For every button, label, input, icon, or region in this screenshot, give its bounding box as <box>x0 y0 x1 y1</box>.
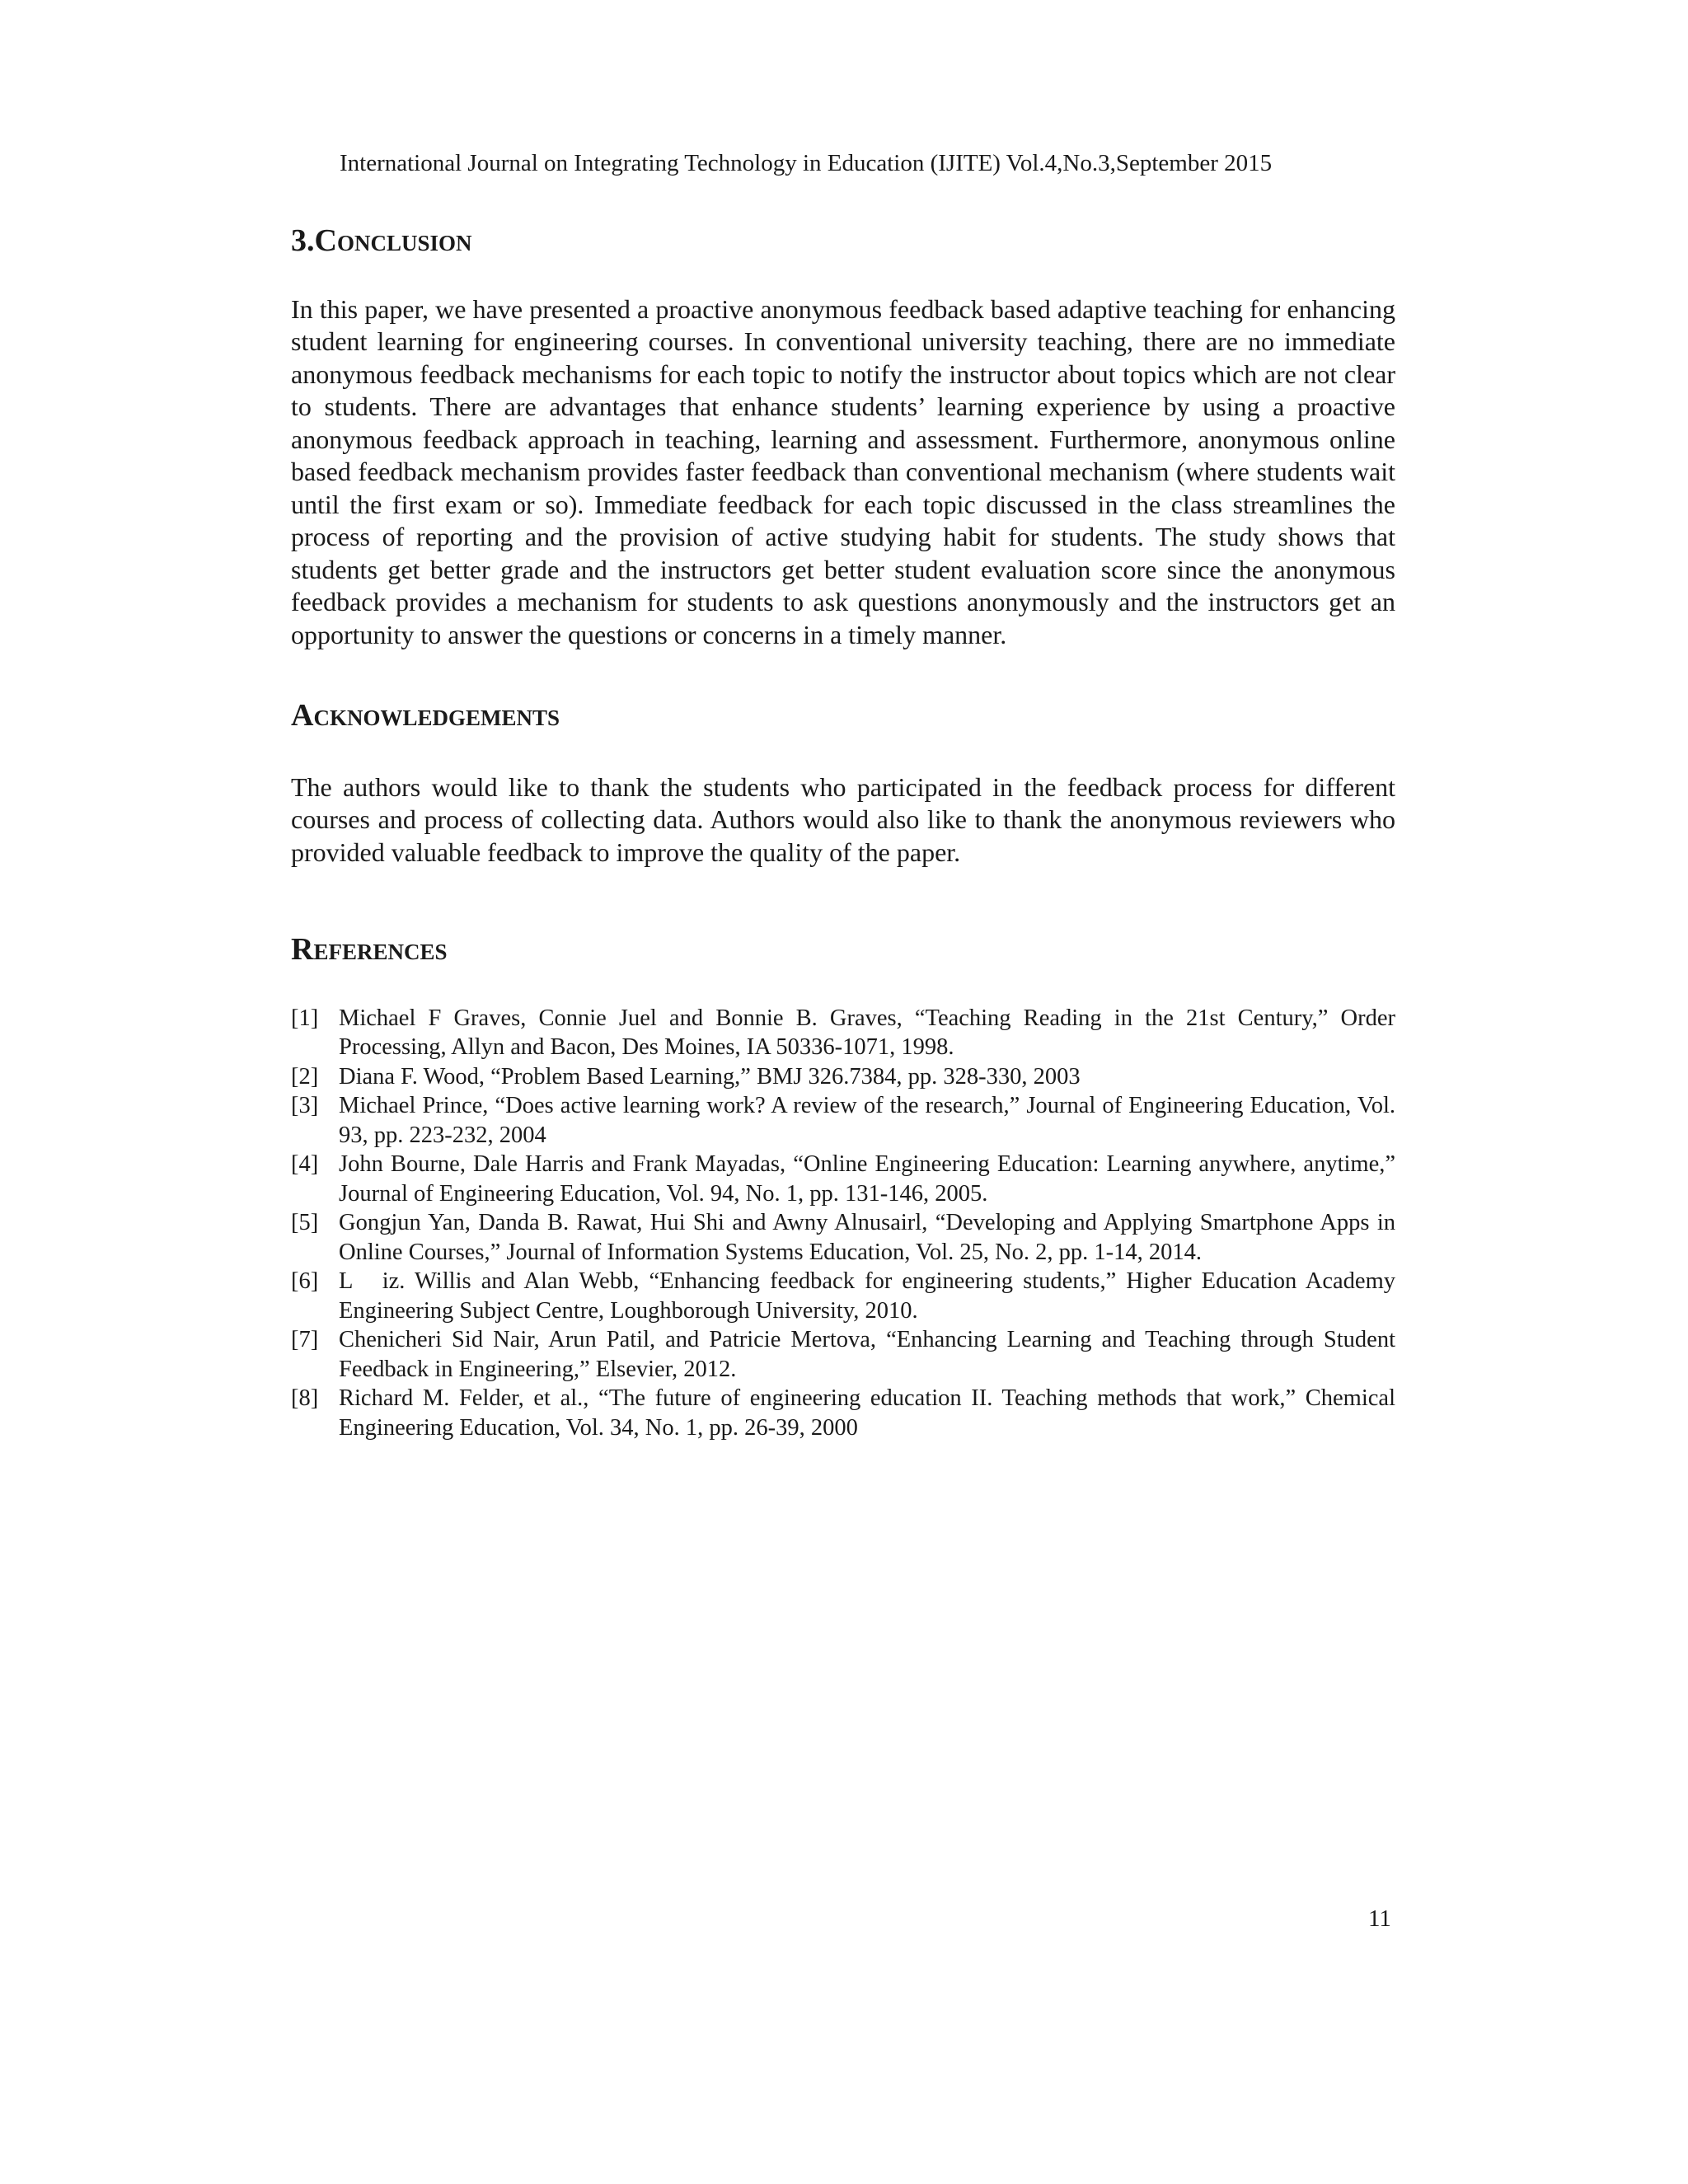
reference-item <box>291 1384 1395 1442</box>
reference-text: Michael Prince, “Does active learning work? A review of the research,” Journal of Engineering Education, Vol. 93, pp. 223-232, 2004 <box>339 1093 1395 1148</box>
page-body <box>291 223 1402 1442</box>
acknowledgements-heading <box>291 697 1395 735</box>
conclusion-paragraph: In this paper, we have presented a proactive anonymous feedback based adaptive teaching for enhancing student learning for engineering courses. In conventional university teaching, there are no immediate anonymous feedback mechanisms for each topic to notify the instructor about topics which are not clear to students. There are advantages that enhance students’ learning experience by using a proactive anonymous feedback approach in teaching, learning and assessment. Furthermore, anonymous online based feedback mechanism provides faster feedback than conventional mechanism (where students wait until the first exam or so). Immediate feedback for each topic discussed in the class streamlines the process of reporting and the provision of active studying habit for students. The study shows that students get better grade and the instructors get better student evaluation score since the anonymous feedback provides a mechanism for students to ask questions anonymously and the instructors get an opportunity to answer the questions or concerns in a timely manner. <box>291 293 1395 649</box>
reference-text: John Bourne, Dale Harris and Frank Mayadas, “Online Engineering Education: Learning anywhere, anytime,” Journal of Engineering Education, Vol. 94, No. 1, pp. 131-146, 2005. <box>339 1151 1395 1207</box>
reference-text: Chenicheri Sid Nair, Arun Patil, and Patricie Mertova, “Enhancing Learning and Teaching through Student Feedback in Engineering,” Elsevier, 2012. <box>339 1327 1395 1382</box>
reference-number: [4] <box>291 1151 319 1178</box>
acknowledgements-title: Acknowledgements <box>291 698 560 733</box>
references-title: References <box>291 932 448 968</box>
reference-item <box>291 1062 1395 1092</box>
section-number: 3. <box>291 223 315 258</box>
reference-number: [8] <box>291 1385 319 1412</box>
reference-text: Diana F. Wood, “Problem Based Learning,” BMJ 326.7384, pp. 328-330, 2003 <box>339 1063 1081 1090</box>
reference-item <box>291 1004 1395 1062</box>
reference-number: [2] <box>291 1063 319 1090</box>
reference-number: [3] <box>291 1093 319 1119</box>
reference-text: Richard M. Felder, et al., “The future of engineering education II. Teaching methods that work,” Chemical Engineering Education, Vol. 34, No. 1, pp. 26-39, 2000 <box>339 1385 1395 1441</box>
reference-item <box>291 1150 1395 1208</box>
reference-list <box>291 1004 1402 1443</box>
reference-item <box>291 1208 1395 1267</box>
reference-number: [5] <box>291 1210 319 1236</box>
reference-number: [6] <box>291 1268 319 1295</box>
reference-item <box>291 1091 1395 1150</box>
conclusion-title: Conclusion <box>314 223 472 258</box>
running-header: International Journal on Integrating Technology in Education (IJITE) Vol.4,No.3,September 2015 <box>340 150 1273 176</box>
reference-item <box>291 1325 1395 1384</box>
reference-number: [1] <box>291 1005 319 1031</box>
reference-number: [7] <box>291 1327 319 1353</box>
page-number: 11 <box>1368 1905 1391 1932</box>
conclusion-heading <box>291 223 1395 260</box>
reference-text: L iz. Willis and Alan Webb, “Enhancing feedback for engineering students,” Higher Education Academy Engineering Subject Centre, Loughborough University, 2010. <box>339 1268 1402 1324</box>
reference-item <box>291 1267 1402 1325</box>
acknowledgements-paragraph: The authors would like to thank the students who participated in the feedback process for different courses and process of collecting data. Authors would also like to thank the anonymous reviewers who provided valuable feedback to improve the quality of the paper. <box>291 771 1395 867</box>
reference-text: Gongjun Yan, Danda B. Rawat, Hui Shi and Awny Alnusairl, “Developing and Applying Smartphone Apps in Online Courses,” Journal of Information Systems Education, Vol. 25, No. 2, pp. 1-14, 2014. <box>339 1210 1395 1265</box>
references-heading <box>291 931 1395 969</box>
reference-text: Michael F Graves, Connie Juel and Bonnie B. Graves, “Teaching Reading in the 21st Century,” Order Processing, Allyn and Bacon, Des Moines, IA 50336-1071, 1998. <box>339 1005 1395 1061</box>
